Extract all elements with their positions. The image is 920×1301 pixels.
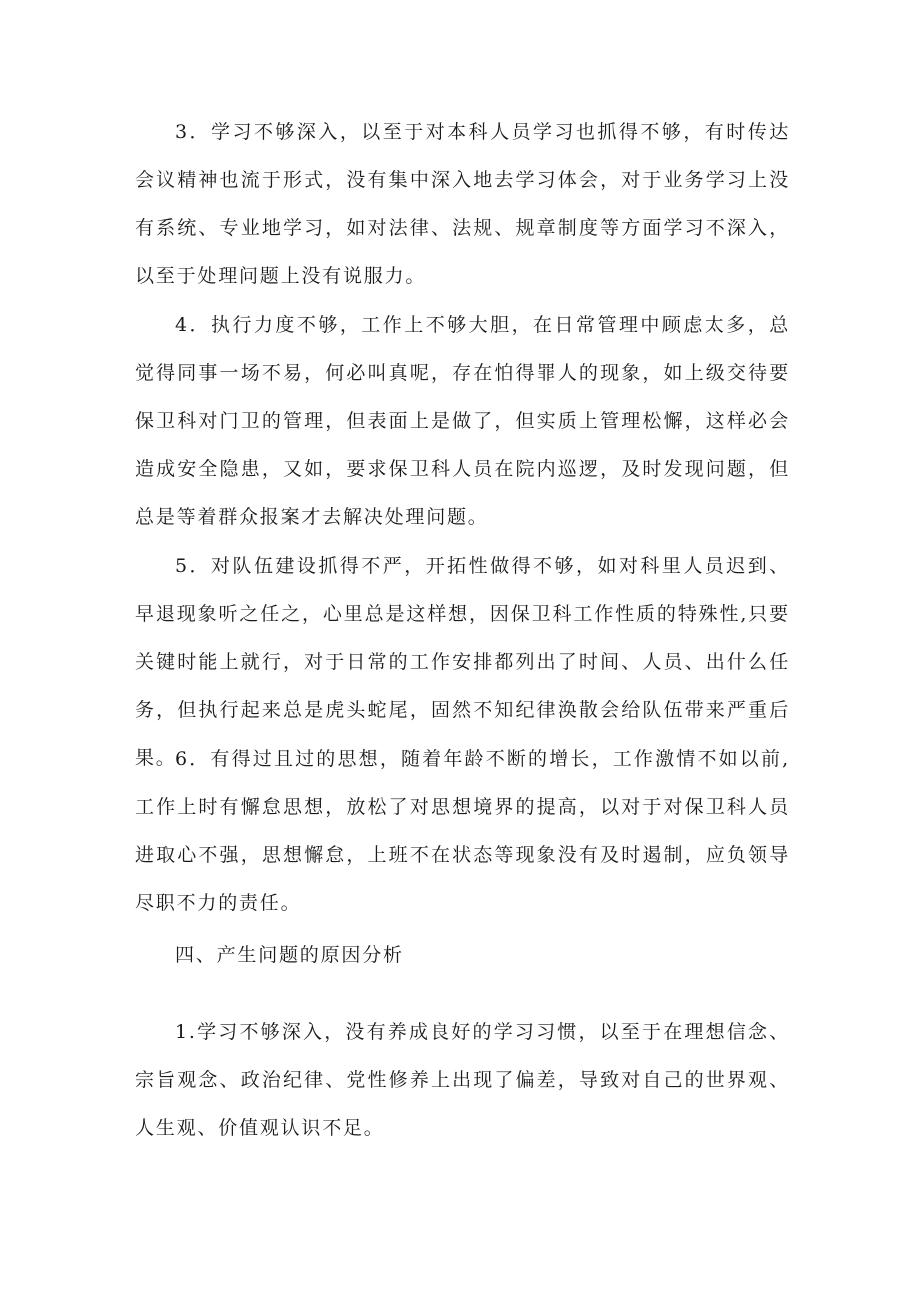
paragraph-item-4: 4．执行力度不够，工作上不够大胆，在日常管理中顾虑太多，总觉得同事一场不易，何必叫真呢，存在怕得罪人的现象，如上级交待要保卫科对门卫的管理，但表面上是做了，但实质上管理松懈，这样必会造成安全隐患，又如，要求保卫科人员在院内巡逻，及时发现问题，但总是等着群众报案才去解决处理问题。 (135, 314, 790, 528)
cause-paragraph-1: 1.学习不够深入，没有养成良好的学习习惯，以至于在理想信念、宗旨观念、政治纪律、党性修养上出现了偏差，导致对自己的世界观、人生观、价值观认识不足。 (135, 1021, 790, 1139)
section-heading: 四、产生问题的原因分析 (175, 944, 404, 966)
paragraph-item-5: 5．对队伍建设抓得不严，开拓性做得不够，如对科里人员迟到、早退现象听之任之，心里总是这样想，因保卫科工作性质的特殊性,只要关键时能上就行，对于日常的工作安排都列出了时间、人员、出什么任务，但执行起来总是虎头蛇尾，固然不知纪律涣散会给队伍带来严重后果。 (135, 555, 790, 769)
paragraph-item-6: 6．有得过且过的思想，随着年龄不断的增长，工作激情不如以前,工作上时有懈怠思想，放松了对思想境界的提高，以对于对保卫科人员进取心不强，思想懈怠，上班不在状态等现象没有及时遏制，应负领导尽职不力的责任。 (135, 748, 790, 914)
paragraph-item-3: 3．学习不够深入，以至于对本科人员学习也抓得不够，有时传达会议精神也流于形式，没有集中深入地去学习体会，对于业务学习上没有系统、专业地学习，如对法律、法规、规章制度等方面学习不深入，以至于处理问题上没有说服力。 (135, 121, 790, 287)
